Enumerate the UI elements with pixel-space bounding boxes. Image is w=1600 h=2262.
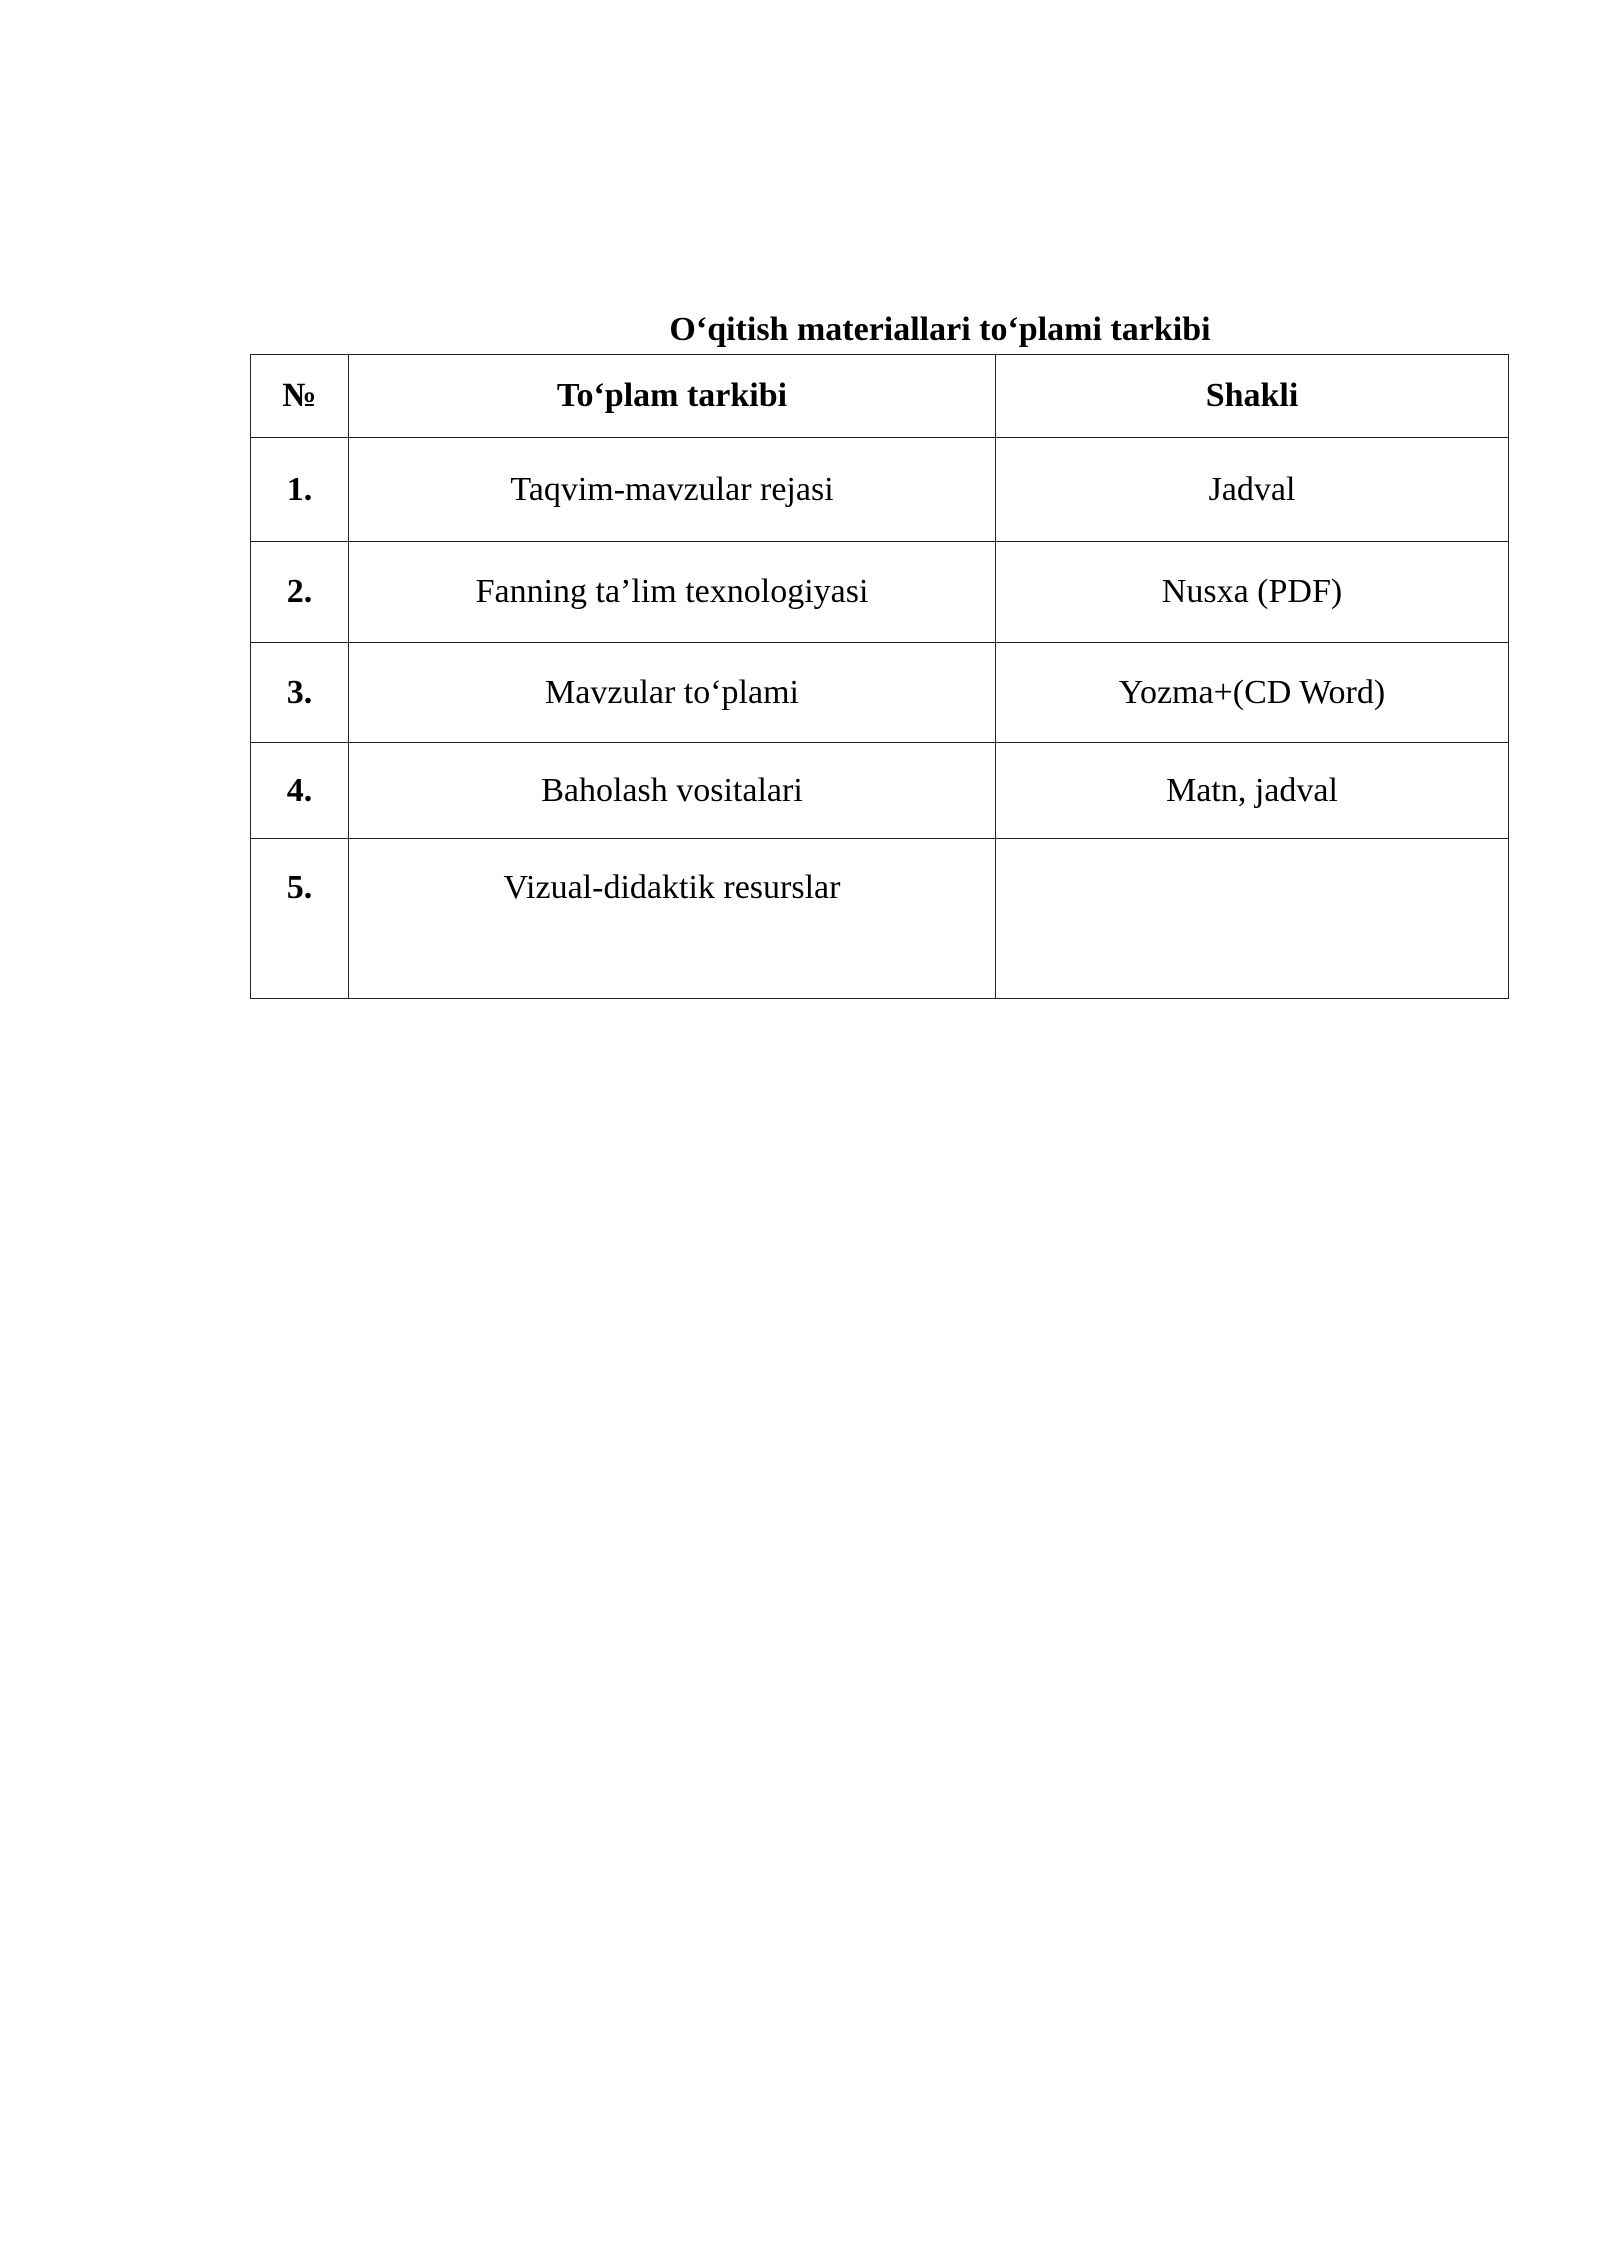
header-number: № [251, 355, 349, 438]
row-content: Vizual-didaktik resurslar [503, 868, 841, 906]
row-form: Nusxa (PDF) [996, 542, 1509, 643]
row-number: 4. [251, 743, 349, 839]
table-row [251, 643, 1509, 743]
row-form [996, 839, 1509, 999]
page-title: O‘qitish materiallari to‘plami tarkibi [669, 311, 1211, 348]
header-form: Shakli [996, 355, 1509, 438]
row-content-cell [349, 839, 996, 999]
row-content: Taqvim-mavzular rejasi [349, 438, 996, 542]
row-form: Yozma+(CD Word) [996, 643, 1509, 743]
row-content: Mavzular to‘plami [349, 643, 996, 743]
table-header-row [251, 355, 1509, 438]
row-form: Jadval [996, 438, 1509, 542]
row-number-cell [251, 839, 349, 999]
table-row [251, 542, 1509, 643]
table-row [251, 438, 1509, 542]
row-number: 5. [286, 868, 313, 906]
row-content: Baholash vositalari [349, 743, 996, 839]
materials-table [250, 354, 1509, 999]
row-content: Fanning ta’lim texnologiyasi [349, 542, 996, 643]
row-number: 3. [251, 643, 349, 743]
table-row [251, 743, 1509, 839]
row-form: Matn, jadval [996, 743, 1509, 839]
table-row [251, 839, 1509, 999]
row-number: 2. [251, 542, 349, 643]
header-content: To‘plam tarkibi [349, 355, 996, 438]
row-number: 1. [251, 438, 349, 542]
